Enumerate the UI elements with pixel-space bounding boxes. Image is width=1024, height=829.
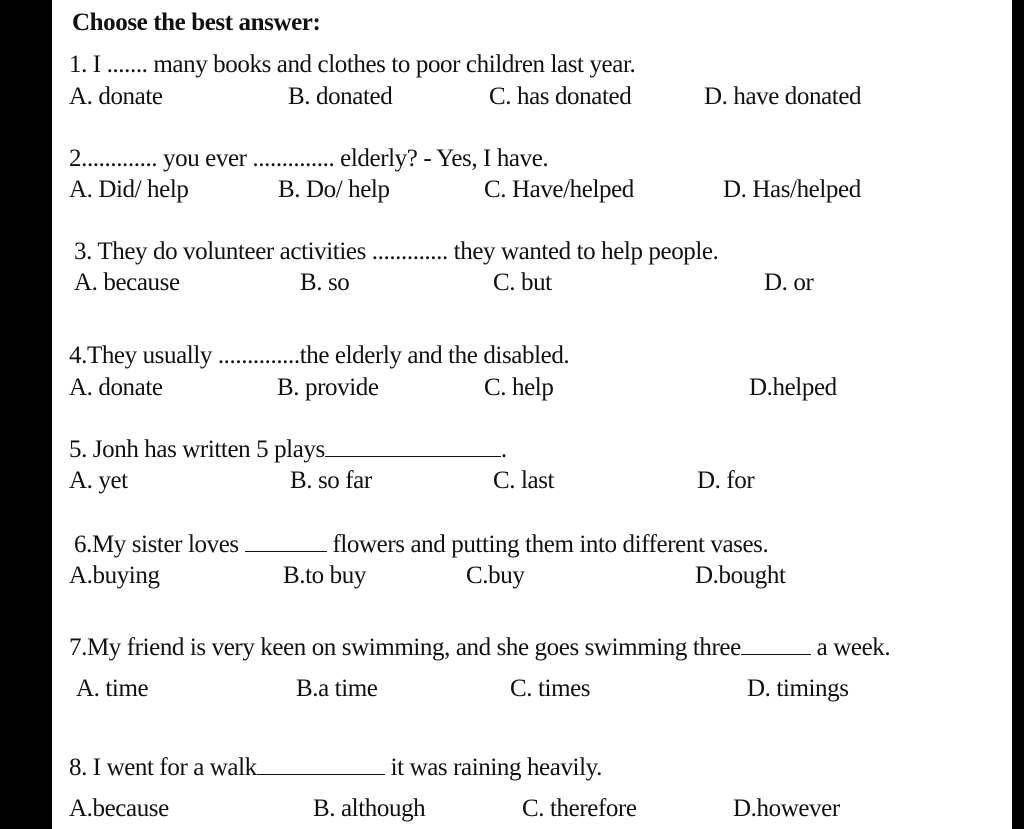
q4-option-c: C. help	[484, 374, 554, 401]
q2-option-a: A. Did/ help	[69, 176, 189, 203]
q5-text-before: 5. Jonh has written 5 plays	[69, 436, 325, 463]
q6-text-after: flowers and putting them into different vases.	[332, 531, 769, 558]
q3-option-b: B. so	[300, 269, 350, 296]
answer-blank	[741, 653, 811, 655]
answer-blank	[245, 550, 327, 552]
q3-option-c: C. but	[493, 269, 552, 296]
q6-option-a: A.buying	[69, 562, 160, 589]
q3-option-a: A. because	[74, 269, 180, 296]
q8-option-b: B. although	[313, 795, 426, 822]
q6-option-c: C.buy	[466, 562, 525, 589]
q2-option-b: B. Do/ help	[278, 176, 390, 203]
question-6-text	[74, 532, 768, 557]
q8-option-c: C. therefore	[522, 795, 637, 822]
q7-text-before: 7.My friend is very keen on swimming, and she goes swimming three	[69, 634, 741, 661]
q6-text-before: 6.My sister loves	[74, 531, 239, 558]
q3-option-d: D. or	[764, 269, 814, 296]
question-4-text: 4.They usually ..............the elderly and the disabled.	[69, 342, 570, 369]
q1-option-c: C. has donated	[489, 83, 632, 110]
q1-option-a: A. donate	[69, 83, 163, 110]
question-2-text: 2............. you ever .............. elderly? - Yes, I have.	[69, 145, 549, 172]
q4-option-d: D.helped	[749, 374, 837, 401]
q7-option-b: B.a time	[296, 675, 378, 702]
heading: Choose the best answer:	[72, 9, 321, 36]
worksheet-page	[52, 0, 1012, 829]
q5-text-after: .	[500, 436, 507, 463]
q4-option-a: A. donate	[69, 374, 163, 401]
q8-option-a: A.because	[69, 795, 169, 822]
q8-text-after: it was raining heavily.	[390, 754, 602, 781]
q5-option-d: D. for	[697, 467, 755, 494]
q2-option-d: D. Has/helped	[723, 176, 861, 203]
q8-text-before: 8. I went for a walk	[69, 754, 257, 781]
q5-option-c: C. last	[493, 467, 555, 494]
question-7-text	[69, 635, 890, 660]
q1-option-b: B. donated	[288, 83, 393, 110]
q7-option-d: D. timings	[747, 675, 849, 702]
q5-option-a: A. yet	[69, 467, 128, 494]
question-1-text: 1. I ....... many books and clothes to poor children last year.	[69, 51, 636, 78]
question-5-text	[69, 437, 507, 462]
q4-option-b: B. provide	[277, 374, 379, 401]
answer-blank	[325, 455, 501, 457]
q7-text-after: a week.	[816, 634, 891, 661]
q5-option-b: B. so far	[290, 467, 372, 494]
q2-option-c: C. Have/helped	[484, 176, 634, 203]
q6-option-d: D.bought	[695, 562, 786, 589]
q1-option-d: D. have donated	[704, 83, 862, 110]
q7-option-c: C. times	[510, 675, 591, 702]
q7-option-a: A. time	[76, 675, 149, 702]
question-8-text	[69, 755, 602, 780]
q6-option-b: B.to buy	[283, 562, 366, 589]
question-3-text: 3. They do volunteer activities ............. they wanted to help people.	[74, 238, 719, 265]
answer-blank	[257, 773, 385, 775]
q8-option-d: D.however	[733, 795, 840, 822]
